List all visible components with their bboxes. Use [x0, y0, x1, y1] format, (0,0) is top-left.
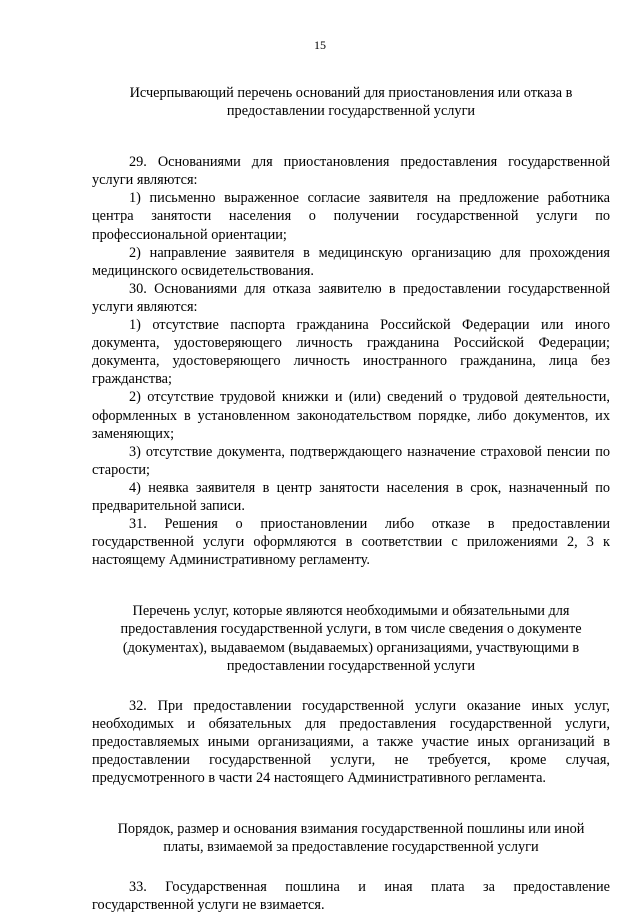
paragraph-30-item-4: 4) неявка заявителя в центр занятости населения в срок, назначенный по предварительной записи.	[92, 479, 610, 514]
paragraph-29-item-1: 1) письменно выраженное согласие заявителя на предложение работника центра занятости населения о получении государственной услуги по профессиональной ориентации;	[92, 190, 610, 243]
paragraph-30-item-1: 1) отсутствие паспорта гражданина Российской Федерации или иного документа, удостоверяющего личность гражданина Российской Федерации; документа, удостоверяющего личность иностранного гражданина, лица без гражданства;	[92, 317, 610, 388]
spacer	[92, 787, 610, 820]
paragraph-33: 33. Государственная пошлина и иная плата за предоставление государственной услуги не взимается.	[92, 879, 610, 914]
section-heading-grounds-refusal: Исчерпывающий перечень оснований для приостановления или отказа в предоставлении государственной услуги	[129, 85, 573, 120]
paragraph-30-item-2: 2) отсутствие трудовой книжки и (или) сведений о трудовой деятельности, оформленных в установленном законодательством порядке, либо документов, их заменяющих;	[92, 389, 610, 442]
document-body	[92, 84, 610, 915]
spacer	[92, 675, 610, 697]
section-heading-state-fee: Порядок, размер и основания взимания государственной пошлины или иной платы, взимаемой за предоставление государственной услуги	[117, 821, 585, 856]
paragraph-32: 32. При предоставлении государственной услуги оказание иных услуг, необходимых и обязательных для предоставления государственной услуги, предоставляемых иными организациями, а также участие иных организаций в предоставлении государственной услуги, не требуется, кроме случая, предусмотренного в части 24 настоящего Административного регламента.	[92, 697, 610, 787]
paragraph-29: 29. Основаниями для приостановления предоставления государственной услуги являются:	[92, 154, 610, 189]
page-number: 15	[314, 38, 326, 52]
spacer	[92, 569, 610, 602]
paragraph-31: 31. Решения о приостановлении либо отказе в предоставлении государственной услуги оформляются в соответствии с приложениями 2, 3 к настоящему Административному регламенту.	[92, 516, 610, 569]
spacer	[92, 120, 610, 153]
paragraph-30: 30. Основаниями для отказа заявителю в предоставлении государственной услуги являются:	[92, 280, 610, 315]
section-heading-required-services: Перечень услуг, которые являются необходимыми и обязательными для предоставления государственной услуги, в том числе сведения о документе (документах), выдаваемом (выдаваемых) организациями, участвующими в предоставлении государственной услуги	[120, 603, 582, 674]
paragraph-30-item-3: 3) отсутствие документа, подтверждающего назначение страховой пенсии по старости;	[92, 443, 610, 478]
paragraph-29-item-2: 2) направление заявителя в медицинскую организацию для прохождения медицинского освидетельствования.	[92, 244, 610, 279]
spacer	[92, 856, 610, 878]
